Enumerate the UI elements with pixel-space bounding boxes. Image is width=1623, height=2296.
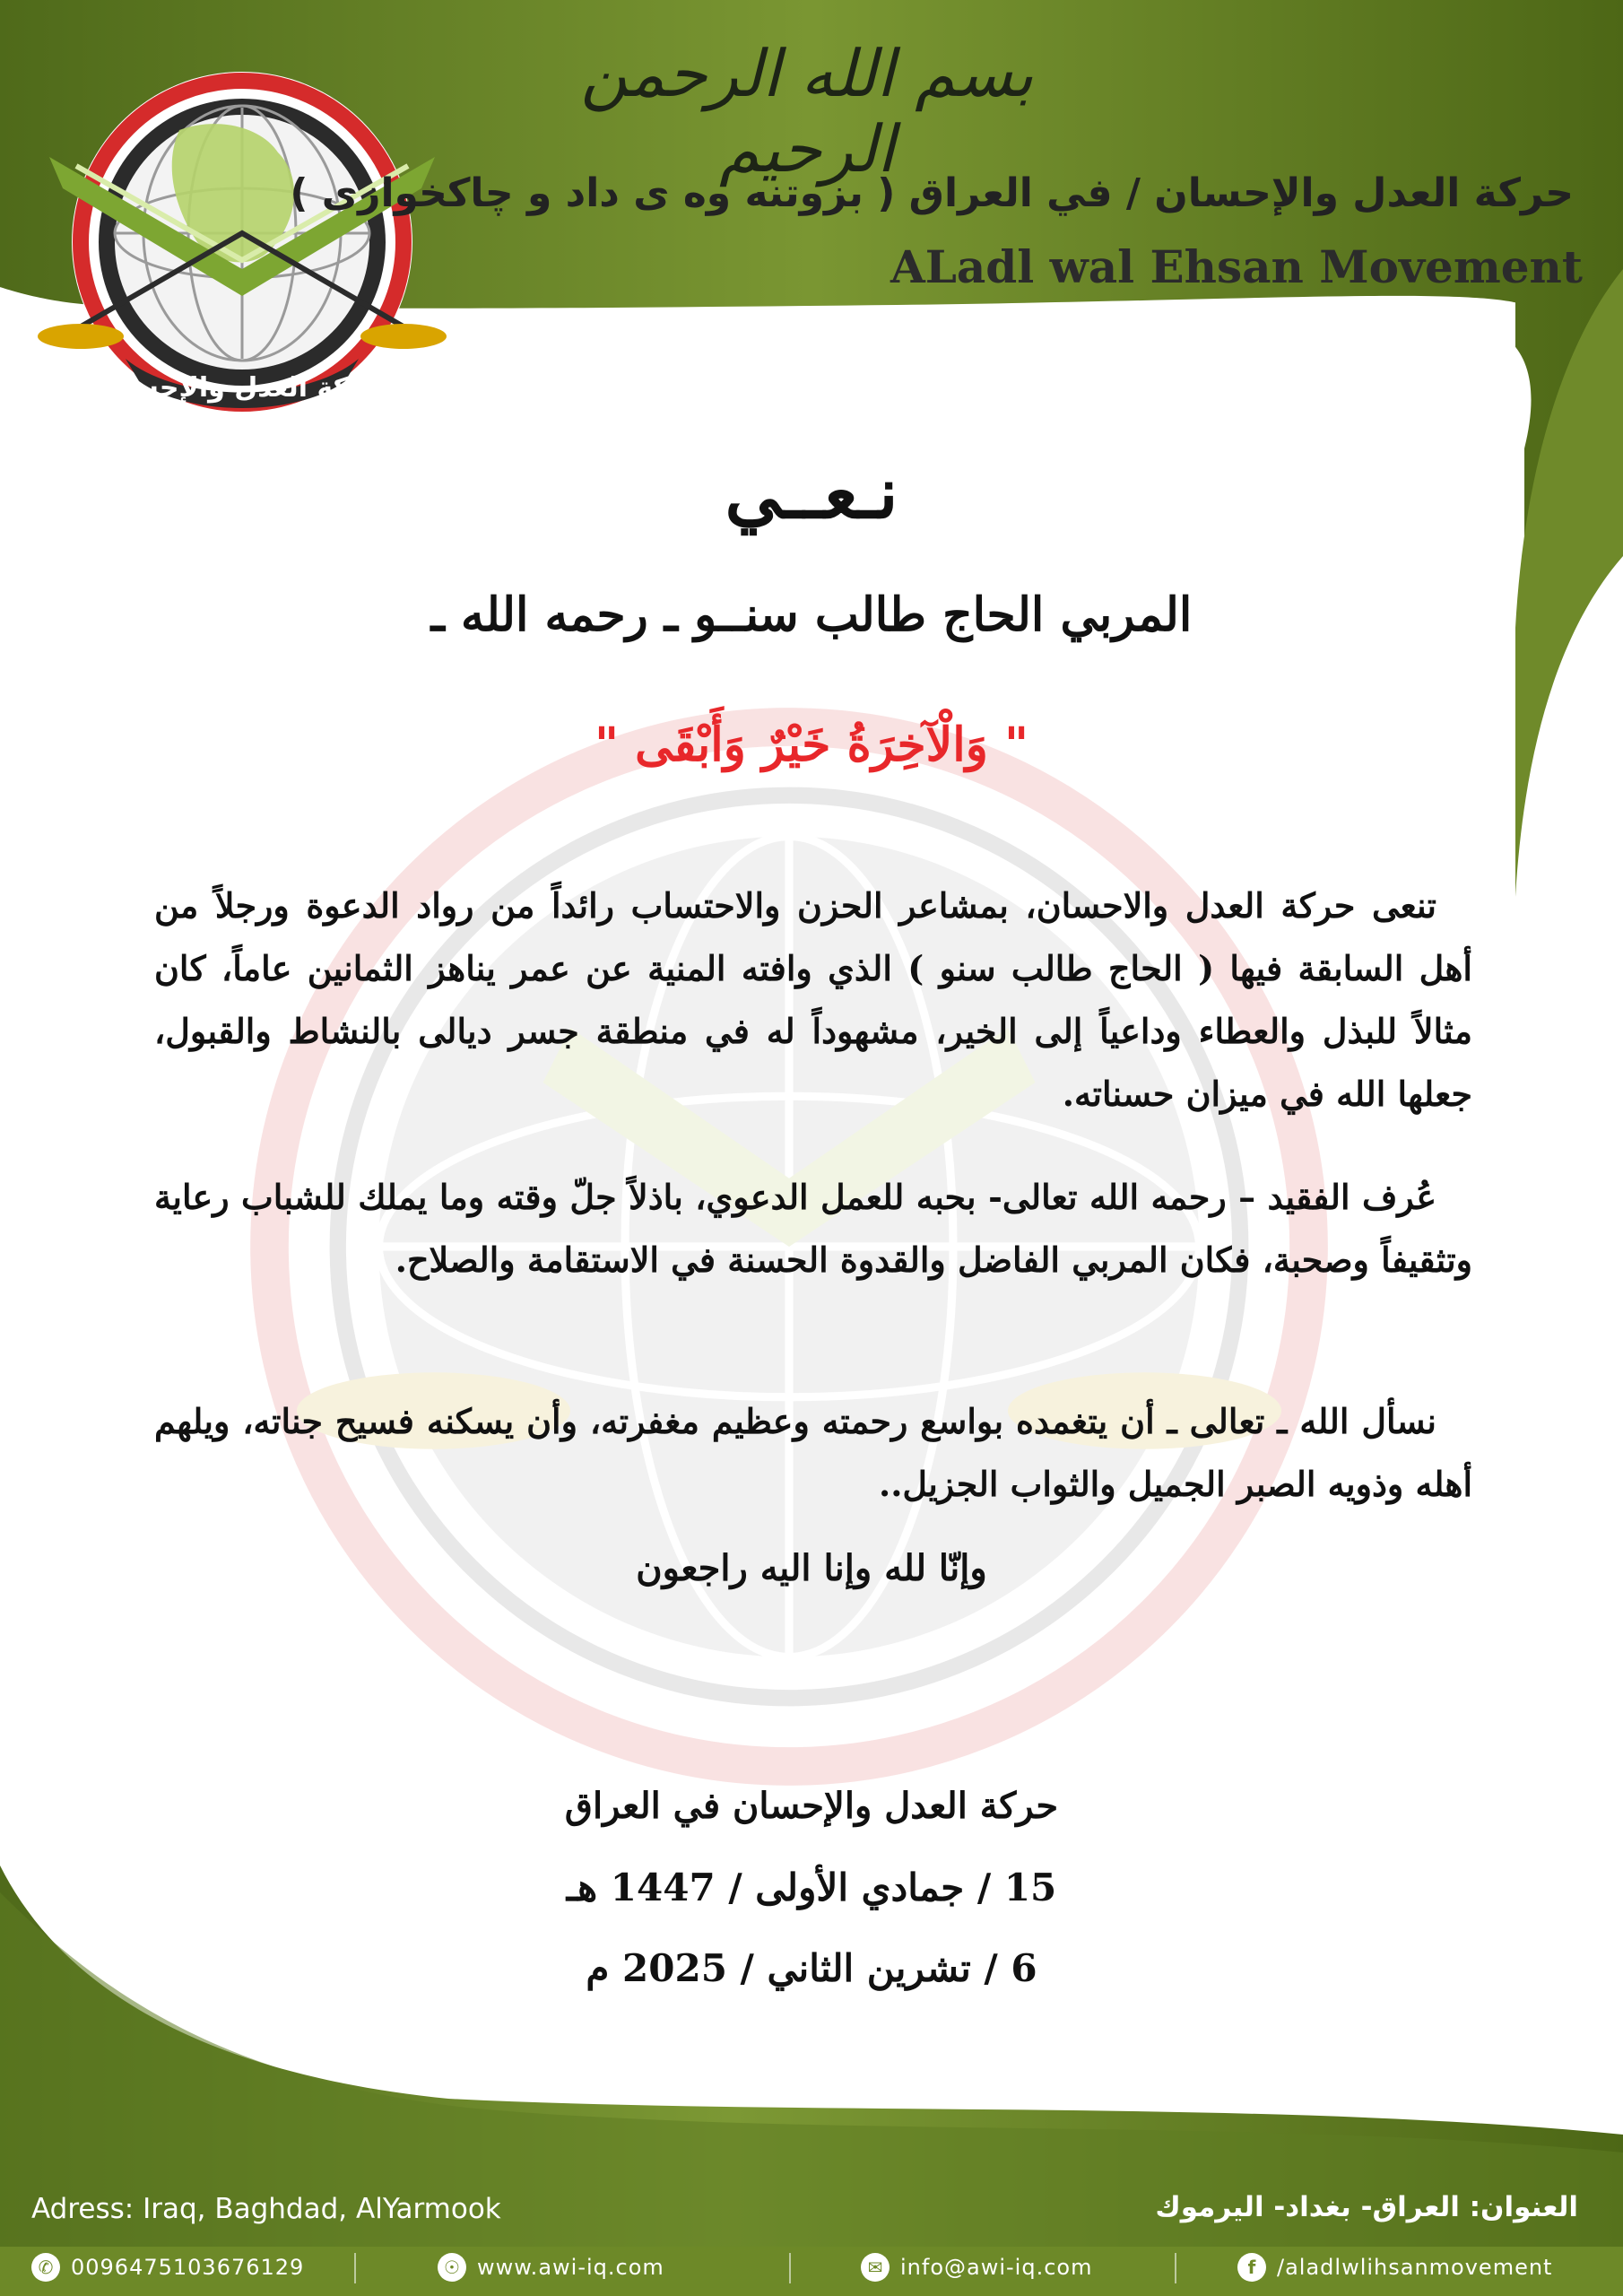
facebook-icon: f [1237, 2253, 1266, 2282]
phone-icon: ✆ [31, 2253, 60, 2282]
basmala-calligraphy: بسم الله الرحمن الرحيم [580, 36, 1034, 187]
document-title: نـعــي [725, 453, 898, 535]
paragraph-biography: عُرف الفقيد – رحمه الله تعالى- بحبه للعمل الدعوي، باذلاً جلّ وقته وما يملك للشباب رعاية وتثقيفاً وصحبة، فكان المربي الفاضل والقدوة الحسنة في الاستقامة والصلاح. [154, 1177, 1472, 1280]
footer-divider [1175, 2253, 1176, 2283]
footer-email[interactable] [861, 2253, 1092, 2282]
signature-organization: حركة العدل والإحسان في العراق [564, 1785, 1059, 1827]
footer-phone [31, 2253, 304, 2282]
paragraph-announcement: تنعى حركة العدل والاحسان، بمشاعر الحزن والاحتساب رائداً من رواد الدعوة ورجلاً من أهل السابقة فيها ( الحاج طالب سنو ) الذي وافته المنية عن عمر يناهز الثمانين عاماً، كان مثالاً للبذل والعطاء وداعياً إلى الخير، مشهوداً له في منطقة جسر ديالى بالنشاط والقبول، جعلها الله في ميزان حسناته. [154, 885, 1472, 1114]
date-hijri: 15 / جمادي الأولى / 1447 هـ [566, 1866, 1057, 1909]
footer-divider [789, 2253, 791, 2283]
document-subtitle: المربي الحاج طالب سنــو ـ رحمه الله ـ [430, 587, 1193, 642]
date-gregorian: 6 / تشرين الثاني / 2025 م [586, 1946, 1037, 1990]
paragraph-prayer: نسأل الله ـ تعالى ـ أن يتغمده بواسع رحمته وعظيم مغفرته، وأن يسكنه فسيح جناته، ويلهم أهله وذويه الصبر الجميل والثواب الجزيل.. [154, 1401, 1472, 1504]
website-link[interactable]: www.awi-iq.com [477, 2255, 664, 2280]
footer-website[interactable] [438, 2253, 664, 2282]
footer-address-english: Adress: Iraq, Baghdad, AlYarmook [31, 2193, 501, 2225]
header-org-latin-name: ALadl wal Ehsan Movement [890, 240, 1583, 293]
organization-logo [36, 63, 448, 439]
footer-address-arabic: العنوان: العراق- بغداد- اليرموك [1155, 2191, 1578, 2223]
footer-divider [354, 2253, 356, 2283]
logo-ring-text: حركة العدل والإحسان [99, 372, 386, 404]
email-icon: ✉ [861, 2253, 890, 2282]
closing-phrase: وإنّا لله وإنا اليه راجعون [636, 1547, 987, 1589]
header-org-name: حركة العدل والإحسان / في العراق ( بزوتنه وه ى داد و چاكخوازى ) [290, 170, 1574, 216]
quran-verse: " وَالْآخِرَةُ خَيْرٌ وَأَبْقَى " [594, 718, 1029, 772]
facebook-link[interactable]: /aladlwlihsanmovement [1277, 2255, 1553, 2280]
email-link[interactable]: info@awi-iq.com [900, 2255, 1093, 2280]
phone-number: 0096475103676129 [71, 2255, 305, 2280]
globe-icon: ☉ [438, 2253, 466, 2282]
footer-facebook[interactable] [1237, 2253, 1552, 2282]
